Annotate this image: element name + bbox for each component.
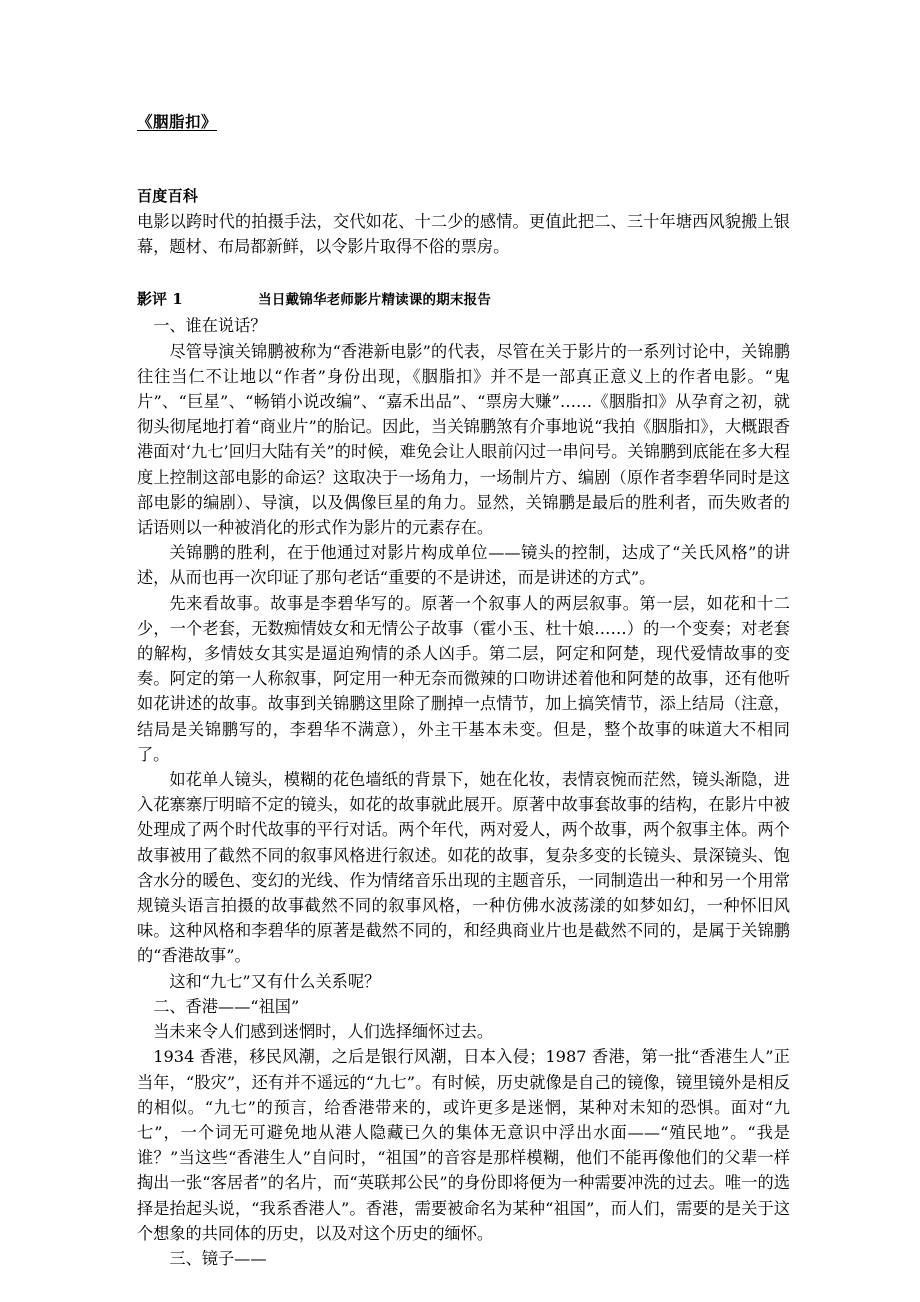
section-2-paragraph-1: 当未来令人们感到迷惘时，人们选择缅怀过去。	[153, 1022, 494, 1042]
spacer	[137, 259, 790, 272]
section-1-paragraph-2: 关锦鹏的胜利，在于他通过对影片构成单位——镜头的控制，达成了“关氏风格”的讲述，从而也再一次印证了那句老话“重要的不是讲述，而是讲述的方式”。	[137, 543, 790, 588]
review-subtitle: 当日戴锦华老师影片精读课的期末报告	[258, 292, 492, 309]
section-heading-2: 二、香港——“祖国”	[153, 996, 300, 1016]
section-1-paragraph-1: 尽管导演关锦鹏被称为“香港新电影”的代表，尽管在关于影片的一系列讨论中，关锦鹏往往当仁不让地以“作者”身份出现，《胭脂扣》并不是一部真正意义上的作者电影。“鬼片”、“巨星”、“畅销小说改编”、“嘉禾出品”、“票房大赚”……《胭脂扣》从孕育之初，就彻头彻尾地打着“商业片”的胎记。因此，当关锦鹏煞有介事地说“我拍《胭脂扣》，大概跟香港面对‘九七’回归大陆有关”的时候，难免会让人眼前闪过一串问号。关锦鹏到底能在多大程度上控制这部电影的命运？这取决于一场角力，一场制片方、编剧（原作者李碧华同时是这部电影的编剧）、导演，以及偶像巨星的角力。显然，关锦鹏是最后的胜利者，而失败者的话语则以一种被消化的形式作为影片的元素存在。	[137, 341, 790, 538]
section-2-paragraph-2: 1934 香港，移民风潮，之后是银行风潮，日本入侵；1987 香港，第一批“香港生人”正当年，“股灾”，还有并不遥远的“九七”。有时候，历史就像是自己的镜像，镜里镜外是相反的相似。“九七”的预言，给香港带来的，或许更多是迷惘，某种对未知的恐惧。面对“九七”，一个词无可避免地从港人隐藏已久的集体无意识中浮出水面——“殖民地”。“我是谁？”当这些“香港生人”自问时，“祖国”的音容是那样模糊，他们不能再像他们的父辈一样掏出一张“客居者”的名片，而“英联邦公民”的身份即将便为一种需要冲洗的过去。唯一的选择是抬起头说，“我系香港人”。香港，需要被命名为某种“祖国”，而人们，需要的是关于这个想象的共同体的历史，以及对这个历史的缅怀。	[137, 1047, 790, 1243]
section-1-paragraph-3: 先来看故事。故事是李碧华写的。原著一个叙事人的两层叙事。第一层，如花和十二少，一个老套，无数痴情妓女和无情公子故事（霍小玉、杜十娘……）的一个变奏；对老套的解构，多情妓女其实是逼迫殉情的杀人凶手。第二层，阿定和阿楚，现代爱情故事的变奏。阿定的第一人称叙事，阿定用一种无奈而微辣的口吻讲述着他和阿楚的故事，还有他听如花讲述的故事。故事到关锦鹏这里除了删掉一点情节，加上搞笑情节，添上结局（注意，结局是关锦鹏写的，李碧华不满意），外主干基本未变。但是，整个故事的味道大不相同了。	[137, 593, 790, 764]
page-title: 《胭脂扣》	[137, 112, 218, 131]
review-label: 影评 1	[137, 290, 183, 309]
title-row	[137, 112, 790, 158]
review-credit-row	[137, 287, 790, 313]
source-heading: 百度百科	[137, 187, 199, 205]
section-1-paragraph-5: 这和“九七”又有什么关系呢？	[169, 971, 381, 991]
section-heading-3: 三、镜子——	[169, 1248, 267, 1268]
source-paragraph: 电影以跨时代的拍摄手法，交代如花、十二少的感情。更值此把二、三十年塘西风貌搬上银幕，题材、布局都新鲜，以令影片取得不俗的票房。	[137, 212, 790, 257]
section-heading-1: 一、谁在说话？	[153, 316, 267, 336]
section-1-paragraph-4: 如花单人镜头，模糊的花色墙纸的背景下，她在化妆，表情哀惋而茫然，镜头渐隐，进入花寨寨厅明暗不定的镜头，如花的故事就此展开。原著中故事套故事的结构，在影片中被处理成了两个时代故事的平行对话。两个年代，两对爱人，两个故事，两个叙事主体。两个故事被用了截然不同的叙事风格进行叙述。如花的故事，复杂多变的长镜头、景深镜头、饱含水分的暖色、变幻的光线、作为情绪音乐出现的主题音乐，一同制造出一种和另一个用常规镜头语言拍摄的故事截然不同的叙事风格，一种仿佛水波荡漾的如梦如幻，一种怀旧风味。这种风格和李碧华的原著是截然不同的，和经典商业片也是截然不同的，是属于关锦鹏的“香港故事”。	[137, 770, 790, 966]
